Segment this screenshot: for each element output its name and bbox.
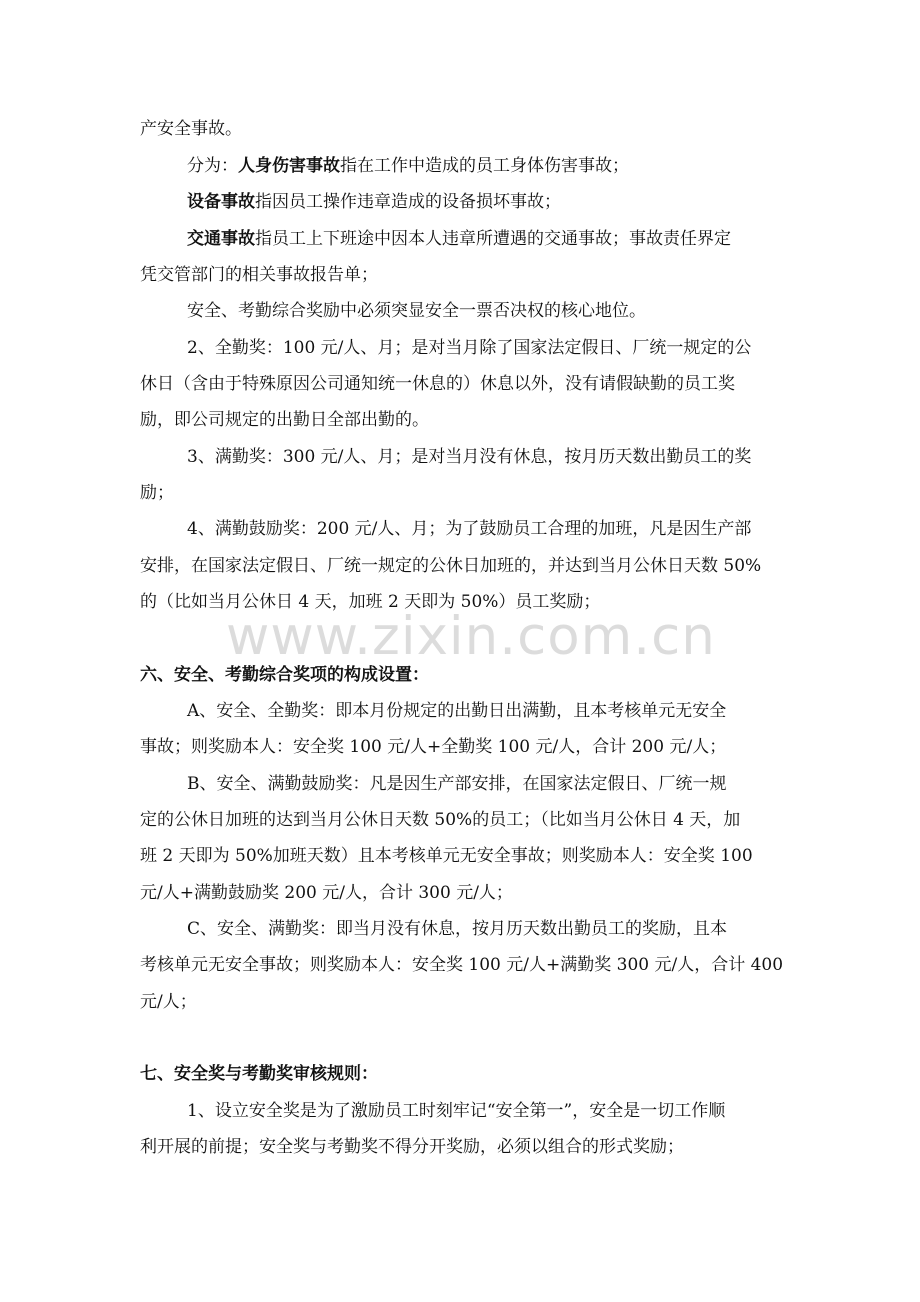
paragraph-line: A、安全、全勤奖：即本月份规定的出勤日出满勤，且本考核单元无安全: [187, 701, 727, 721]
paragraph-line: C、安全、满勤奖：即当月没有休息，按月历天数出勤员工的奖励，且本: [187, 919, 728, 939]
bold-term: 人身伤害事故: [238, 156, 340, 176]
paragraph-line: 3、满勤奖：300 元/人、月；是对当月没有休息，按月历天数出勤员工的奖: [187, 447, 752, 467]
paragraph-line: 利开展的前提；安全奖与考勤奖不得分开奖励，必须以组合的形式奖励；: [140, 1137, 684, 1157]
bold-term: 交通事故: [187, 229, 255, 249]
text-run: 指因员工操作违章造成的设备损坏事故；: [255, 192, 561, 212]
paragraph-line: [187, 229, 807, 249]
paragraph-line: 事故；则奖励本人：安全奖 100 元/人+全勤奖 100 元/人，合计 200 元/人；: [140, 737, 727, 757]
text-run: 指员工上下班途中因本人违章所遭遇的交通事故；事故责任界定: [255, 229, 731, 249]
paragraph-line: 元/人+满勤鼓励奖 200 元/人，合计 300 元/人；: [140, 883, 513, 903]
section-heading-7: 七、安全奖与考勤奖审核规则：: [140, 1064, 378, 1084]
paragraph-line: 定的公休日加班的达到当月公休日天数 50%的员工；（比如当月公休日 4 天，加: [140, 810, 741, 830]
paragraph-line: 4、满勤鼓励奖：200 元/人、月；为了鼓励员工合理的加班，凡是因生产部: [187, 519, 752, 539]
bold-term: 设备事故: [187, 192, 255, 212]
text-run: 指在工作中造成的员工身体伤害事故；: [340, 156, 629, 176]
paragraph-line: 励，即公司规定的出勤日全部出勤的。: [140, 410, 429, 430]
paragraph-line: 产安全事故。: [140, 119, 242, 139]
paragraph-line: 1、设立安全奖是为了激励员工时刻牢记“安全第一”，安全是一切工作顺: [187, 1101, 726, 1121]
paragraph-line: 元/人；: [140, 992, 197, 1012]
paragraph-line: 考核单元无安全事故；则奖励本人：安全奖 100 元/人+满勤奖 300 元/人，合计 400: [140, 955, 784, 975]
paragraph-line: [187, 192, 807, 212]
paragraph-line: 励；: [140, 483, 174, 503]
watermark: www.zixin.com.cn: [226, 606, 716, 667]
paragraph-line: 2、全勤奖：100 元/人、月；是对当月除了国家法定假日、厂统一规定的公: [187, 338, 752, 358]
paragraph-line: 凭交管部门的相关事故报告单；: [140, 265, 378, 285]
paragraph-line: [187, 156, 807, 176]
section-heading-6: 六、安全、考勤综合奖项的构成设置：: [140, 665, 429, 685]
paragraph-line: 安全、考勤综合奖励中必须突显安全一票否决权的核心地位。: [187, 301, 646, 321]
paragraph-line: B、安全、满勤鼓励奖：凡是因生产部安排，在国家法定假日、厂统一规: [187, 774, 727, 794]
paragraph-line: 安排，在国家法定假日、厂统一规定的公休日加班的，并达到当月公休日天数 50%: [140, 556, 762, 576]
paragraph-line: 休日（含由于特殊原因公司通知统一休息的）休息以外，没有请假缺勤的员工奖: [140, 374, 735, 394]
text-run: 分为：: [187, 156, 238, 176]
paragraph-line: 的（比如当月公休日 4 天，加班 2 天即为 50%）员工奖励；: [140, 592, 601, 612]
paragraph-line: 班 2 天即为 50%加班天数）且本考核单元无安全事故；则奖励本人：安全奖 100: [140, 846, 753, 866]
